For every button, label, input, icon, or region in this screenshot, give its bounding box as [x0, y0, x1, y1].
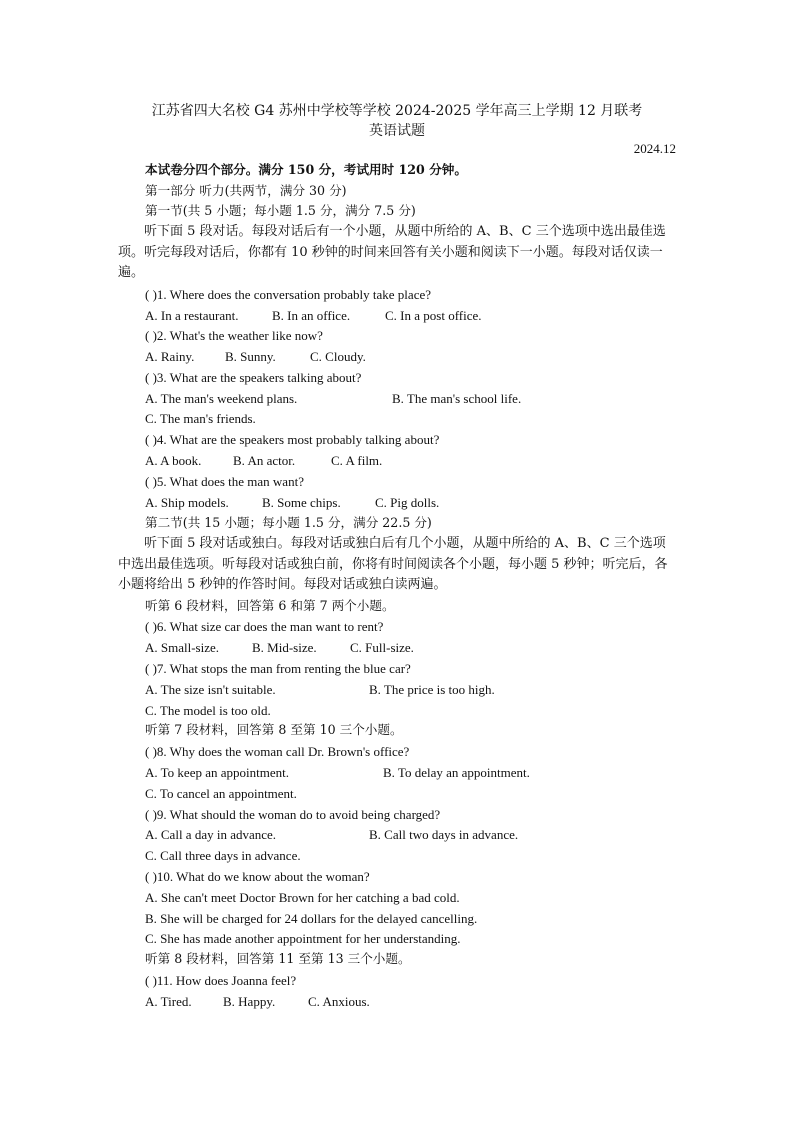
option-c: C. Pig dolls.: [375, 495, 440, 510]
option-c: C. Cloudy.: [310, 349, 366, 364]
option-a: A. To keep an appointment.: [145, 765, 289, 780]
option-b: B. In an office.: [272, 308, 351, 323]
option-b: B. Call two days in advance.: [369, 827, 519, 842]
option-b: B. To delay an appointment.: [383, 765, 530, 780]
exam-intro: 本试卷分四个部分。满分 150 分，考试用时 120 分钟。: [145, 162, 467, 177]
material-7-instruction: 听第 7 段材料，回答第 8 至第 10 三个小题。: [145, 722, 403, 737]
question-stem: ( )10. What do we know about the woman?: [145, 869, 370, 884]
option-a: A. Rainy.: [145, 349, 195, 364]
option-b: B. Mid-size.: [252, 640, 317, 655]
option-a: A. A book.: [145, 453, 202, 468]
option-a: A. Tired.: [145, 994, 192, 1009]
question-stem: ( )11. How does Joanna feel?: [145, 973, 297, 988]
option-a: A. Call a day in advance.: [145, 827, 277, 842]
question-stem: ( )7. What stops the man from renting the blue car?: [145, 661, 411, 676]
question-stem: ( )1. Where does the conversation probably take place?: [145, 287, 431, 302]
option-a: A. Small-size.: [145, 640, 220, 655]
option-b: B. The price is too high.: [369, 682, 495, 697]
question-stem: ( )4. What are the speakers most probably talking about?: [145, 432, 440, 447]
exam-title: 江苏省四大名校 G4 苏州中学校等学校 2024-2025 学年高三上学期 12 月联考: [151, 103, 643, 119]
question-stem: ( )3. What are the speakers talking about?: [145, 370, 362, 385]
option-a: A. In a restaurant.: [145, 308, 239, 323]
option-c: C. The model is too old.: [145, 703, 271, 718]
question-stem: ( )9. What should the woman do to avoid being charged?: [145, 807, 441, 822]
option-c: C. Call three days in advance.: [145, 848, 301, 863]
section1-heading: 第一节(共 5 小题；每小题 1.5 分，满分 7.5 分): [145, 203, 416, 218]
option-b: B. An actor.: [233, 453, 296, 468]
option-c: C. The man's friends.: [145, 411, 256, 426]
option-c: C. Anxious.: [308, 994, 370, 1009]
option-c: C. She has made another appointment for her understanding.: [145, 931, 461, 946]
option-c: C. In a post office.: [385, 308, 482, 323]
option-c: C. A film.: [331, 453, 383, 468]
material-8-instruction: 听第 8 段材料，回答第 11 至第 13 三个小题。: [145, 951, 411, 966]
question-stem: ( )5. What does the man want?: [145, 474, 304, 489]
exam-date: 2024.12: [633, 141, 676, 156]
option-a: A. She can't meet Doctor Brown for her catching a bad cold.: [145, 890, 460, 905]
option-a: A. The man's weekend plans.: [145, 391, 298, 406]
material-6-instruction: 听第 6 段材料，回答第 6 和第 7 两个小题。: [145, 598, 395, 613]
question-stem: ( )8. Why does the woman call Dr. Brown's office?: [145, 744, 410, 759]
option-b: B. Some chips.: [262, 495, 341, 510]
option-a: A. The size isn't suitable.: [145, 682, 276, 697]
option-b: B. Sunny.: [225, 349, 276, 364]
question-stem: ( )6. What size car does the man want to rent?: [145, 619, 384, 634]
option-a: A. Ship models.: [145, 495, 229, 510]
option-c: C. To cancel an appointment.: [145, 786, 297, 801]
section2-instructions: 听下面 5 段对话或独白。每段对话或独白后有几个小题，从题中所给的 A、B、C 三个选项中选出最佳选项。听每段对话或独白前，你将有时间阅读各个小题，每小题 5 秒钟；听完后，各小题将给出 5 秒钟的作答时间。每段对话或独白读两遍。: [118, 536, 668, 593]
question-stem: ( )2. What's the weather like now?: [145, 328, 323, 343]
option-b: B. Happy.: [223, 994, 276, 1009]
exam-subtitle: 英语试题: [369, 123, 425, 139]
section2-heading: 第二节(共 15 小题；每小题 1.5 分，满分 22.5 分): [145, 515, 432, 530]
option-b: B. She will be charged for 24 dollars for the delayed cancelling.: [145, 911, 478, 926]
section1-instructions: 听下面 5 段对话。每段对话后有一个小题，从题中所给的 A、B、C 三个选项中选出最佳选项。听完每段对话后，你都有 10 秒钟的时间来回答有关小题和阅读下一小题。每段对话仅读一遍。: [118, 224, 666, 281]
part1-heading: 第一部分 听力(共两节，满分 30 分): [145, 183, 347, 198]
option-c: C. Full-size.: [350, 640, 414, 655]
option-b: B. The man's school life.: [392, 391, 522, 406]
